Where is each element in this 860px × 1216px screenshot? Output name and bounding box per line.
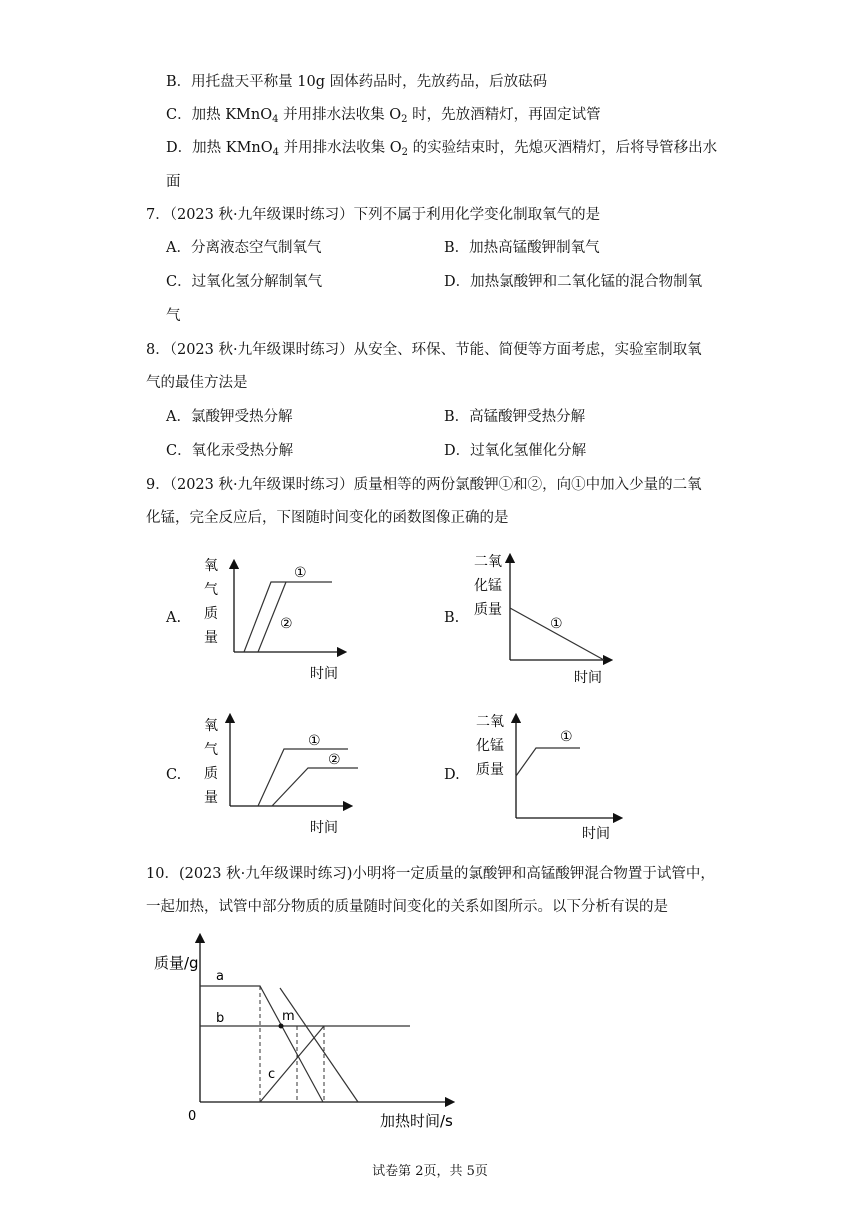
graph-c-series-2-label: ② <box>328 752 341 768</box>
q10-stem: 10．(2023 秋·九年级课时练习)小明将一定质量的氯酸钾和高锰酸钾混合物置于试管中， <box>146 866 715 882</box>
graph-a-ylabel-3: 质 <box>204 606 218 622</box>
q10-label-c: c <box>268 1067 276 1082</box>
graph-c-ylabel-2: 气 <box>204 742 218 758</box>
graph-b-ylabel-3: 质量 <box>474 602 502 618</box>
q9-label-b: B. <box>444 610 460 626</box>
q10-ylabel: 质量/g <box>154 954 199 972</box>
q7-option-a: A．分离液态空气制氧气 <box>166 240 322 256</box>
q9-graph-b <box>470 548 630 688</box>
graph-a-xlabel: 时间 <box>310 666 338 682</box>
q9-graph-a <box>196 552 356 682</box>
graph-b-series-1-label: ① <box>550 616 563 632</box>
q6-option-b: B．用托盘天平称量 10g 固体药品时，先放药品，后放砝码 <box>166 74 548 90</box>
graph-d-ylabel-3: 质量 <box>476 762 504 778</box>
q9-label-a: A. <box>166 610 182 626</box>
q8-stem: 8．（2023 秋·九年级课时练习）从安全、环保、节能、简便等方面考虑，实验室制取氧 <box>146 342 702 358</box>
q9-stem-cont: 化锰，完全反应后，下图随时间变化的函数图像正确的是 <box>146 510 509 526</box>
q6-option-d: D．加热 KMnO$_4$ 并用排水法收集 $O_2$ 的实验结束时，先熄灭酒精灯，后将导管移出水 <box>166 140 718 158</box>
q10-line-a <box>200 986 323 1102</box>
q9-label-c: C. <box>166 767 182 783</box>
q10-origin: 0 <box>188 1109 197 1124</box>
graph-d-series-1 <box>516 748 580 776</box>
graph-a-ylabel-4: 量 <box>204 630 218 646</box>
q8-stem-cont: 气的最佳方法是 <box>146 375 248 391</box>
q10-graph <box>150 930 470 1130</box>
q7-option-d: D．加热氯酸钾和二氧化锰的混合物制氧 <box>444 274 703 290</box>
q7-stem: 7．（2023 秋·九年级课时练习）下列不属于利用化学变化制取氧气的是 <box>146 207 601 223</box>
graph-d-ylabel-2: 化锰 <box>476 738 504 754</box>
q10-stem-cont: 一起加热，试管中部分物质的质量随时间变化的关系如图所示。以下分析有误的是 <box>146 899 668 915</box>
q8-option-b: B．高锰酸钾受热分解 <box>444 409 586 425</box>
q8-option-a: A．氯酸钾受热分解 <box>166 409 293 425</box>
q7-option-c: C．过氧化氢分解制氧气 <box>166 274 323 290</box>
q9-stem: 9．（2023 秋·九年级课时练习）质量相等的两份氯酸钾①和②，向①中加入少量的二氧 <box>146 477 702 493</box>
q10-xlabel: 加热时间/s <box>380 1112 453 1130</box>
graph-d-series-1-label: ① <box>560 729 573 745</box>
graph-c-xlabel: 时间 <box>310 820 338 836</box>
q10-label-a: a <box>216 969 224 984</box>
graph-b-ylabel-1: 二氧 <box>474 554 502 570</box>
graph-a-ylabel-1: 氧 <box>204 558 218 574</box>
q8-option-c: C．氧化汞受热分解 <box>166 443 294 459</box>
q9-graph-c <box>196 712 366 842</box>
graph-d-xlabel: 时间 <box>582 826 610 842</box>
graph-c-series-2 <box>272 768 358 806</box>
graph-c-ylabel-4: 量 <box>204 790 218 806</box>
graph-c-ylabel-3: 质 <box>204 766 218 782</box>
graph-a-series-1-label: ① <box>294 565 307 581</box>
q7-option-d-cont: 气 <box>166 308 181 324</box>
q8-option-d: D．过氧化氢催化分解 <box>444 443 587 459</box>
graph-b-ylabel-2: 化锰 <box>474 578 502 594</box>
q6-option-d-cont: 面 <box>166 174 181 190</box>
q10-label-b: b <box>216 1011 225 1026</box>
graph-b-xlabel: 时间 <box>574 670 602 686</box>
graph-c-series-1-label: ① <box>308 733 321 749</box>
q10-label-m: m <box>282 1009 295 1024</box>
q10-line-c <box>260 1026 324 1102</box>
q9-label-d: D. <box>444 767 460 783</box>
graph-c-ylabel-1: 氧 <box>204 718 218 734</box>
graph-a-series-2-label: ② <box>280 616 293 632</box>
q10-point-m <box>279 1024 284 1029</box>
graph-a-ylabel-2: 气 <box>204 582 218 598</box>
graph-d-ylabel-1: 二氧 <box>476 714 504 730</box>
q7-option-b: B．加热高锰酸钾制氧气 <box>444 240 600 256</box>
page-footer: 试卷第 2页，共 5页 <box>372 1164 488 1179</box>
q9-graph-d <box>472 708 632 848</box>
q6-option-c: C．加热 KMnO$_4$ 并用排水法收集 $O_2$ 时，先放酒精灯，再固定试管 <box>166 107 601 125</box>
